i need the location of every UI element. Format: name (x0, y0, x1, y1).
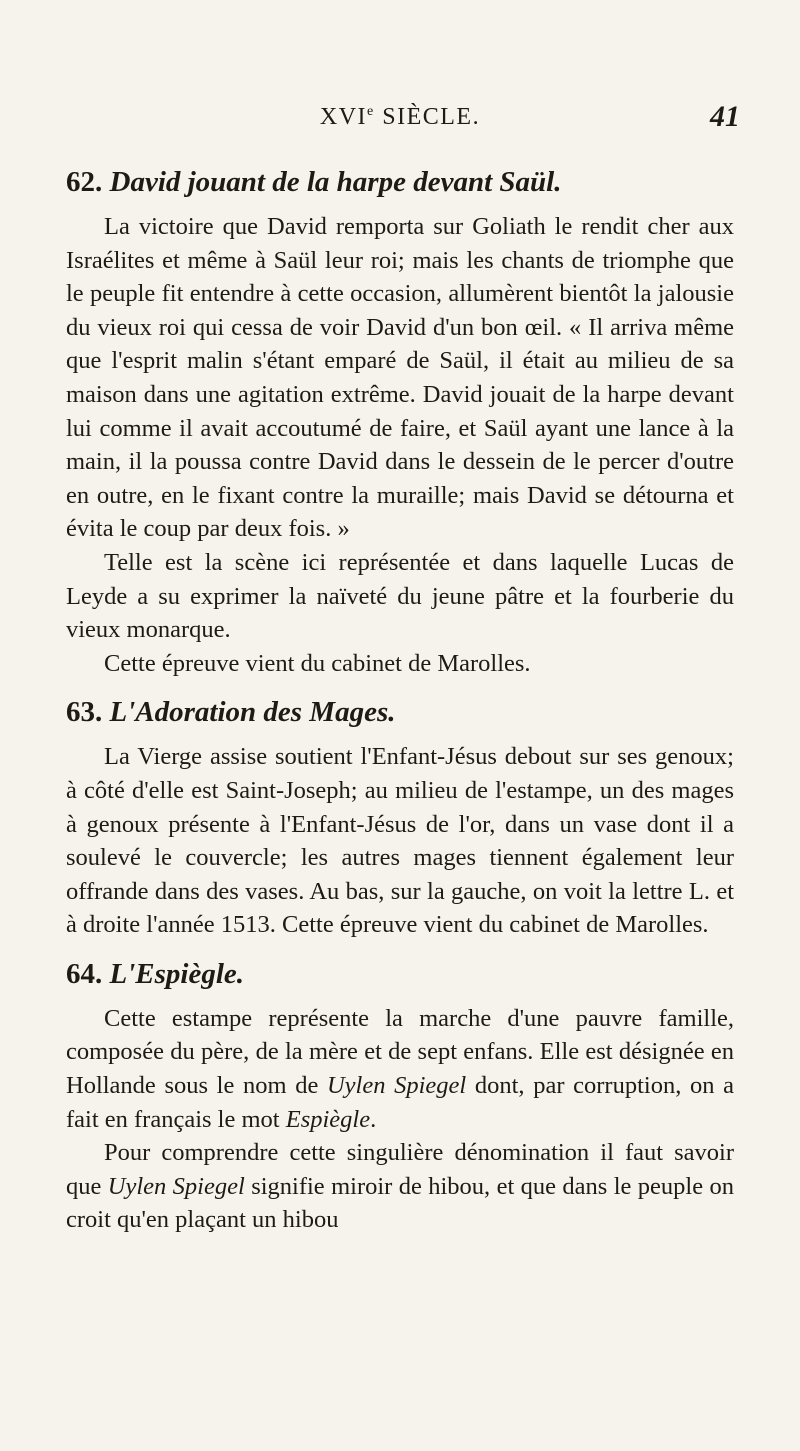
paragraph: La Vierge assise soutient l'Enfant-Jésus debout sur ses genoux; à côté d'elle est Saint-Joseph; au milieu de l'estampe, un des mages à genoux présente à l'Enfant-Jésus de l'or, dans un vase dont il a soulevé le couvercle; les autres mages tiennent également leur offrande dans des vases. Au bas, sur la gauche, on voit la lettre L. et à droite l'année 1513. Cette épreuve vient du cabinet de Marolles. (66, 743, 734, 939)
paragraph: La victoire que David remporta sur Goliath le rendit cher aux Israélites et même à Saül leur roi; mais les chants de triomphe que le peuple fit entendre à cette occasion, allumèrent bientôt la jalousie du vieux roi qui cessa de voir David d'un bon œil. « Il arriva même que l'esprit malin s'étant emparé de Saül, il était au milieu de sa maison dans une agitation extrême. David jouait de la harpe devant lui comme il avait accoutumé de faire, et Saül ayant une lance à la main, il la poussa contre David dans le dessein de le percer d'outre en outre, en le fixant contre la muraille; mais David se détourna et évita le coup par deux fois. » (66, 213, 734, 543)
running-title: XVIe SIÈCLE. (319, 104, 481, 130)
paragraph: Cette épreuve vient du cabinet de Marolles. (104, 649, 531, 677)
entry-title: 63. L'Adoration des Mages. (66, 696, 396, 729)
page-content (66, 150, 734, 1237)
paragraph: Cette estampe représente la marche d'une pauvre famille, composée du père, de la mère et de sept enfans. Elle est désignée en Hollande sous le nom de Uylen Spiegel dont, par corruption, on a fait en français le mot Espiègle. (66, 1004, 734, 1133)
entry-64 (66, 954, 734, 1237)
entry-62 (66, 162, 734, 680)
paragraph: Pour comprendre cette singulière dénomination il faut savoir que Uylen Spiegel signifie miroir de hibou, et que dans le peuple on croit qu'en plaçant un hibou (66, 1139, 735, 1234)
paragraph: Telle est la scène ici représentée et dans laquelle Lucas de Leyde a su exprimer la naïveté du jeune pâtre et la fourberie du vieux monarque. (66, 548, 734, 644)
entry-title: 64. L'Espiègle. (66, 957, 245, 990)
running-head (60, 100, 740, 144)
page-number: 41 (710, 100, 740, 133)
entry-title: 62. David jouant de la harpe devant Saül. (66, 166, 562, 198)
entry-63 (66, 692, 734, 942)
